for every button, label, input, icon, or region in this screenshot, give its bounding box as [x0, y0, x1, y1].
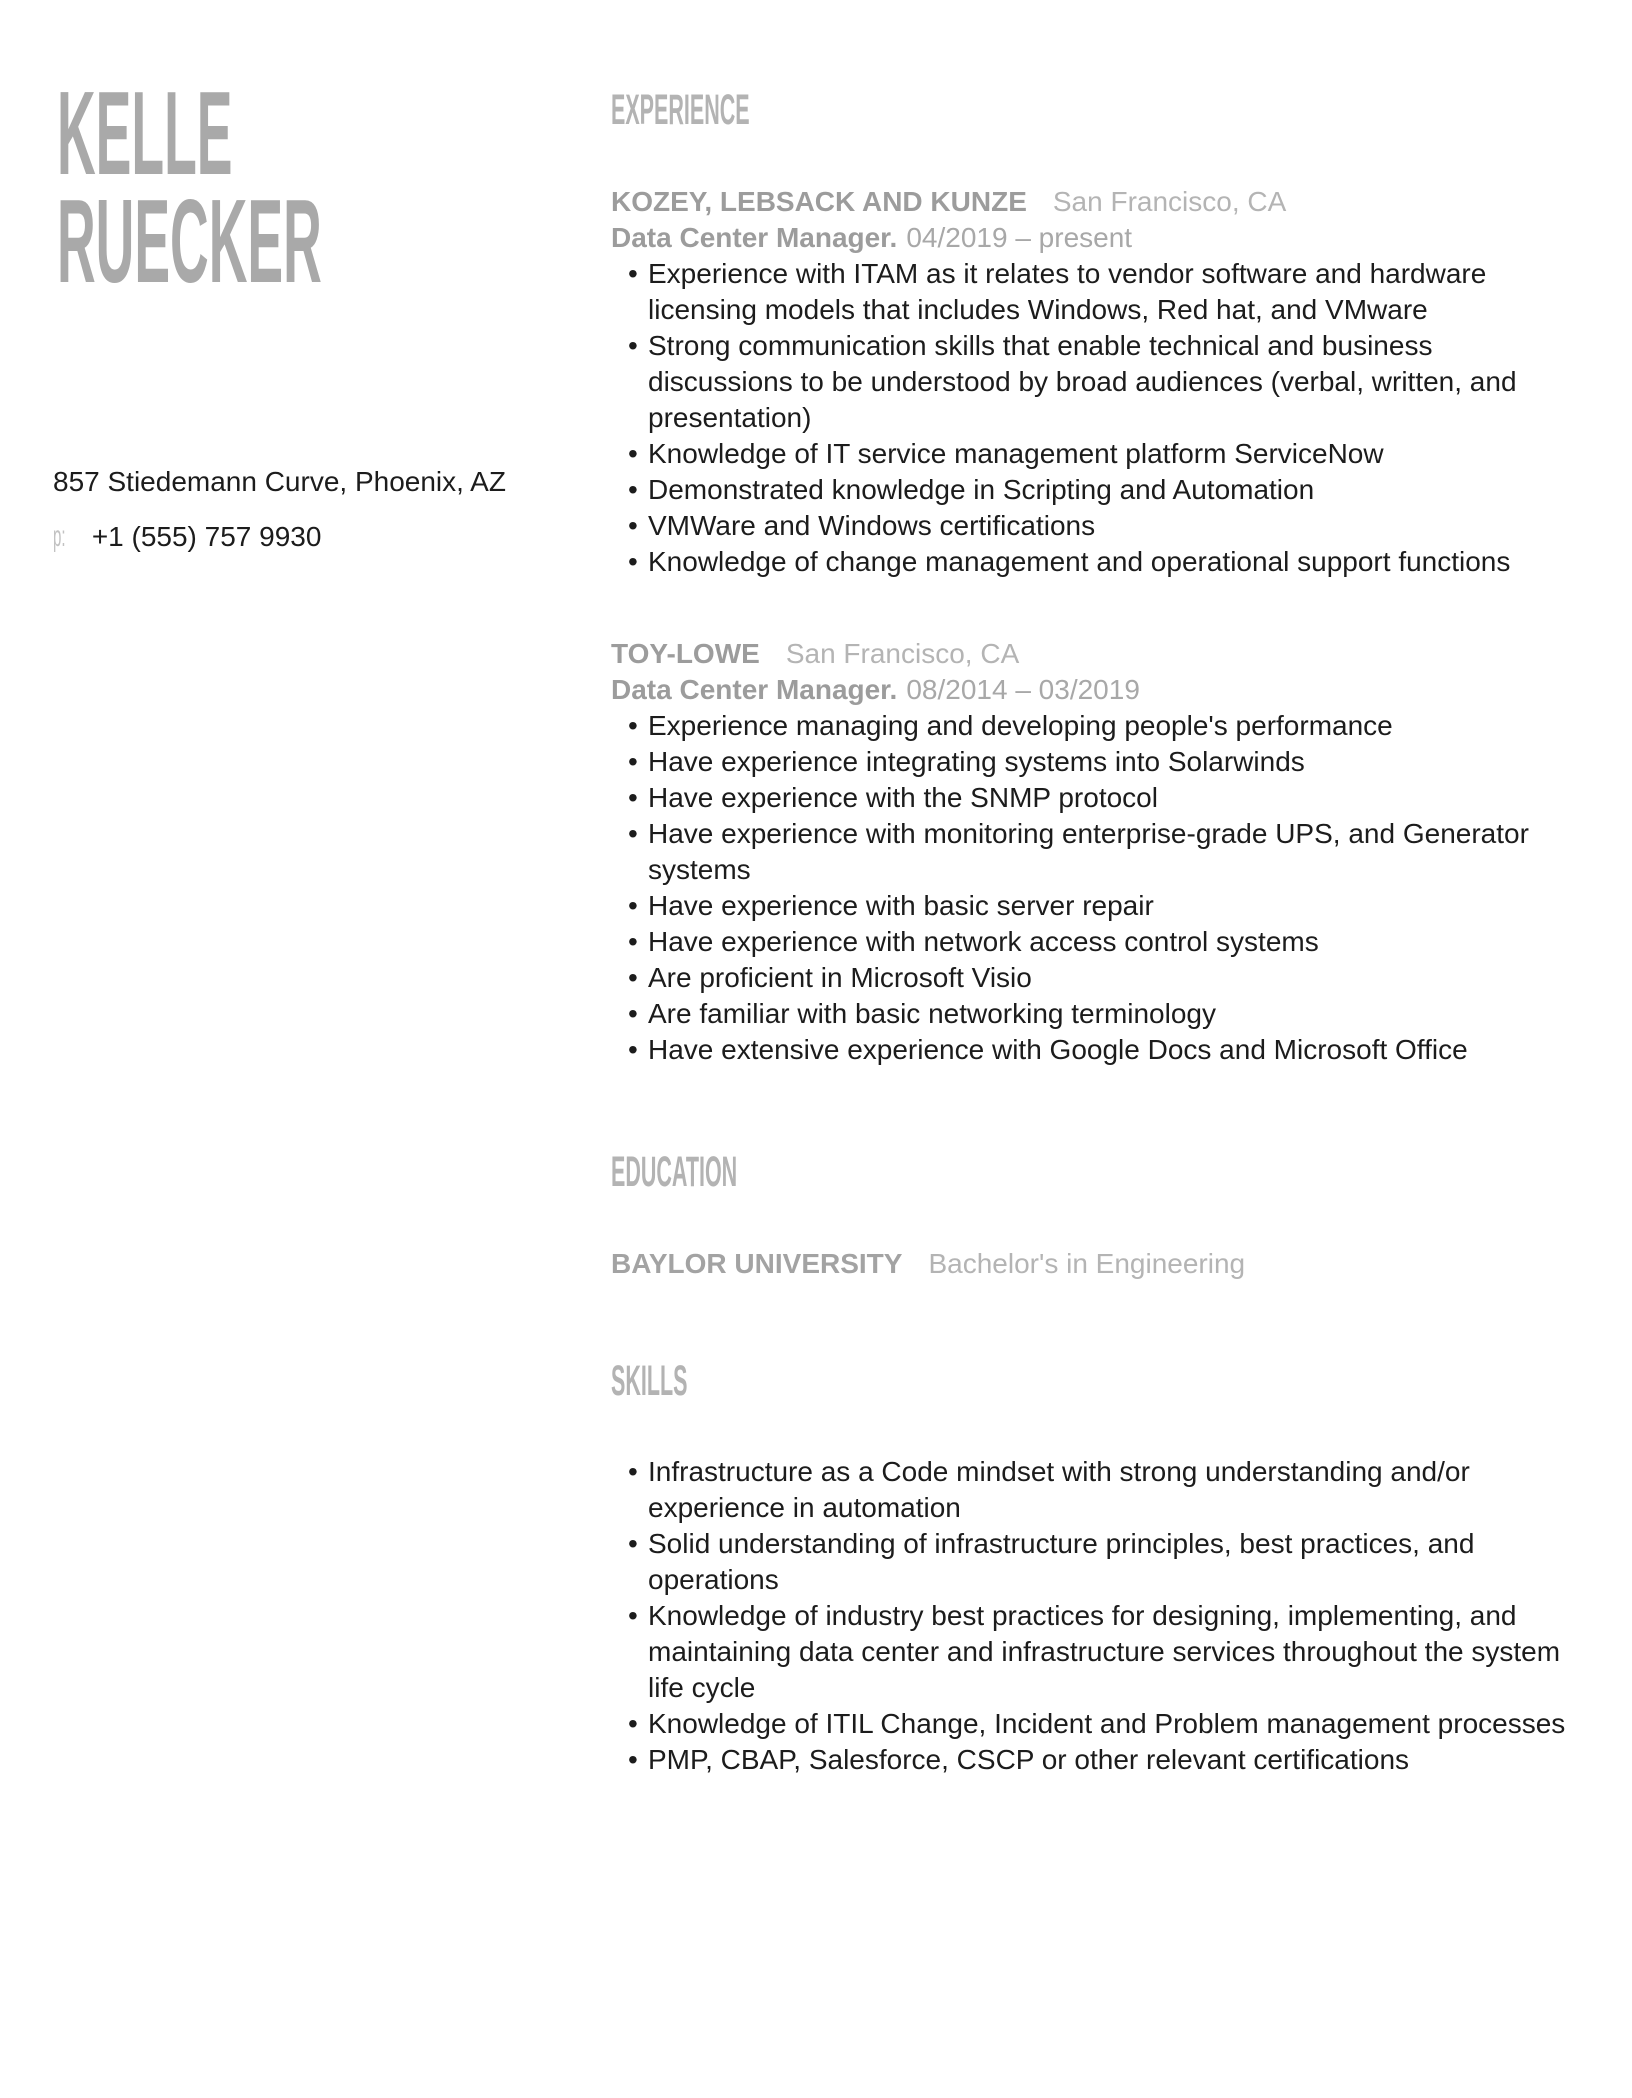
- bullet-item: • Have experience with network access control systems: [648, 924, 1569, 960]
- phone-number: +1 (555) 757 9930: [91, 521, 322, 552]
- bullet-item: • Knowledge of ITIL Change, Incident and Problem management processes: [648, 1706, 1569, 1742]
- company-location: San Francisco, CA: [1052, 186, 1287, 217]
- phone-label: p:: [53, 520, 66, 553]
- job-dates: 04/2019 – present: [906, 222, 1133, 253]
- experience-entry: [611, 636, 1569, 1068]
- company-location: San Francisco, CA: [785, 638, 1020, 669]
- job-title: Data Center Manager.: [611, 222, 898, 253]
- job-company-line: [611, 184, 1569, 220]
- bullet-item: • Are familiar with basic networking terminology: [648, 996, 1569, 1032]
- school-name: BAYLOR UNIVERSITY: [611, 1248, 903, 1279]
- phone-line: [53, 519, 321, 555]
- bullet-item: • Infrastructure as a Code mindset with strong understanding and/or experience in automation: [648, 1454, 1569, 1526]
- bullet-item: • VMWare and Windows certifications: [648, 508, 1569, 544]
- job-company-line: [611, 636, 1569, 672]
- company-name: KOZEY, LEBSACK AND KUNZE: [611, 186, 1027, 217]
- candidate-first-name: KELLE: [57, 67, 233, 200]
- bullet-item: • Have experience with basic server repair: [648, 888, 1569, 924]
- job-role-line: [611, 672, 1569, 708]
- bullet-item: • PMP, CBAP, Salesforce, CSCP or other relevant certifications: [648, 1742, 1569, 1778]
- company-name: TOY-LOWE: [611, 638, 760, 669]
- section-header-skills: SKILLS: [611, 1357, 688, 1405]
- bullet-item: • Knowledge of industry best practices for designing, implementing, and maintaining data center and infrastructure services throughout the system life cycle: [648, 1598, 1569, 1706]
- job-dates: 08/2014 – 03/2019: [906, 674, 1140, 705]
- bullet-item: • Have experience with the SNMP protocol: [648, 780, 1569, 816]
- bullet-item: • Demonstrated knowledge in Scripting and Automation: [648, 472, 1569, 508]
- experience-entry: [611, 184, 1569, 580]
- bullet-item: • Experience managing and developing people's performance: [648, 708, 1569, 744]
- bullet-item: • Are proficient in Microsoft Visio: [648, 960, 1569, 996]
- bullet-item: • Knowledge of IT service management platform ServiceNow: [648, 436, 1569, 472]
- job-bullet-list: [611, 256, 1569, 580]
- section-header-education: EDUCATION: [611, 1148, 738, 1196]
- education-entry: [611, 1246, 1569, 1282]
- candidate-name: [57, 67, 322, 308]
- bullet-item: • Experience with ITAM as it relates to vendor software and hardware licensing models that includes Windows, Red hat, and VMware: [648, 256, 1569, 328]
- bullet-item: • Strong communication skills that enable technical and business discussions to be understood by broad audiences (verbal, written, and presentation): [648, 328, 1569, 436]
- bullet-item: • Have experience with monitoring enterprise-grade UPS, and Generator systems: [648, 816, 1569, 888]
- address-text: 857 Stiedemann Curve, Phoenix, AZ: [53, 466, 506, 497]
- bullet-item: • Have experience integrating systems into Solarwinds: [648, 744, 1569, 780]
- job-title: Data Center Manager.: [611, 674, 898, 705]
- section-header-experience: EXPERIENCE: [611, 86, 750, 134]
- job-bullet-list: [611, 708, 1569, 1068]
- skills-bullet-list: [611, 1454, 1569, 1778]
- job-role-line: [611, 220, 1569, 256]
- candidate-last-name: RUECKER: [57, 175, 322, 308]
- bullet-item: • Solid understanding of infrastructure principles, best practices, and operations: [648, 1526, 1569, 1598]
- degree-name: Bachelor's in Engineering: [928, 1248, 1246, 1279]
- bullet-item: • Have extensive experience with Google Docs and Microsoft Office: [648, 1032, 1569, 1068]
- skills-section: [611, 1454, 1569, 1778]
- bullet-item: • Knowledge of change management and operational support functions: [648, 544, 1569, 580]
